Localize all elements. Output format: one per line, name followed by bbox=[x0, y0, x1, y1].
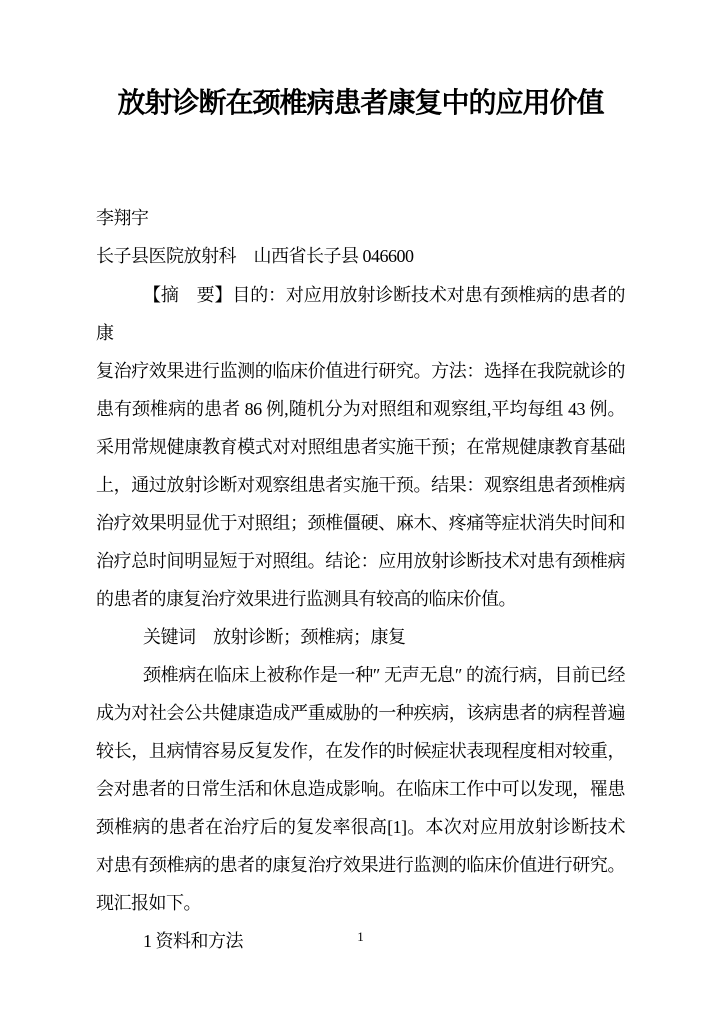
author-name: 李翔宇 bbox=[96, 208, 149, 228]
abstract-line: 治疗效果明显优于对照组；颈椎僵硬、麻木、疼痛等症状消失时间和 bbox=[96, 513, 625, 533]
abstract-line: 【摘 要】目的：对应用放射诊断技术对患有颈椎病的患者的康 bbox=[96, 285, 625, 343]
abstract-line: 上，通过放射诊断对观察组患者实施干预。结果：观察组患者颈椎病 bbox=[96, 475, 625, 495]
author-affiliation: 长子县医院放射科 山西省长子县 046600 bbox=[96, 246, 414, 266]
intro-line: 现汇报如下。 bbox=[96, 893, 201, 913]
abstract-line: 的患者的康复治疗效果进行监测具有较高的临床价值。 bbox=[96, 589, 516, 609]
abstract-line: 采用常规健康教育模式对对照组患者实施干预；在常规健康教育基础 bbox=[96, 437, 625, 457]
abstract-line: 复治疗效果进行监测的临床价值进行研究。方法：选择在我院就诊的 bbox=[96, 361, 625, 381]
intro-line: 较长，且病情容易反复发作，在发作的时候症状表现程度相对较重， bbox=[96, 741, 625, 761]
page-number: 1 bbox=[357, 929, 364, 944]
abstract-paragraph bbox=[96, 276, 625, 618]
intro-line: 颈椎病的患者在治疗后的复发率很高[1]。本次对应用放射诊断技术 bbox=[96, 817, 625, 837]
section-heading: 1 资料和方法 bbox=[143, 931, 243, 951]
intro-line: 颈椎病在临床上被称作是一种″ 无声无息″ 的流行病，目前已经 bbox=[143, 665, 625, 685]
intro-line: 成为对社会公共健康造成严重威胁的一种疾病，该病患者的病程普遍 bbox=[96, 703, 625, 723]
document-title: 放射诊断在颈椎病患者康复中的应用价值 bbox=[117, 88, 604, 119]
intro-line: 对患有颈椎病的患者的康复治疗效果进行监测的临床价值进行研究。 bbox=[96, 855, 625, 875]
intro-line: 会对患者的日常生活和休息造成影响。在临床工作中可以发现，罹患 bbox=[96, 779, 625, 799]
keywords-line: 关键词 放射诊断；颈椎病；康复 bbox=[143, 627, 406, 647]
intro-paragraph bbox=[96, 656, 625, 922]
abstract-line: 治疗总时间明显短于对照组。结论：应用放射诊断技术对患有颈椎病 bbox=[96, 551, 625, 571]
abstract-line: 患有颈椎病的患者 86 例,随机分为对照组和观察组,平均每组 43 例。 bbox=[96, 399, 625, 419]
